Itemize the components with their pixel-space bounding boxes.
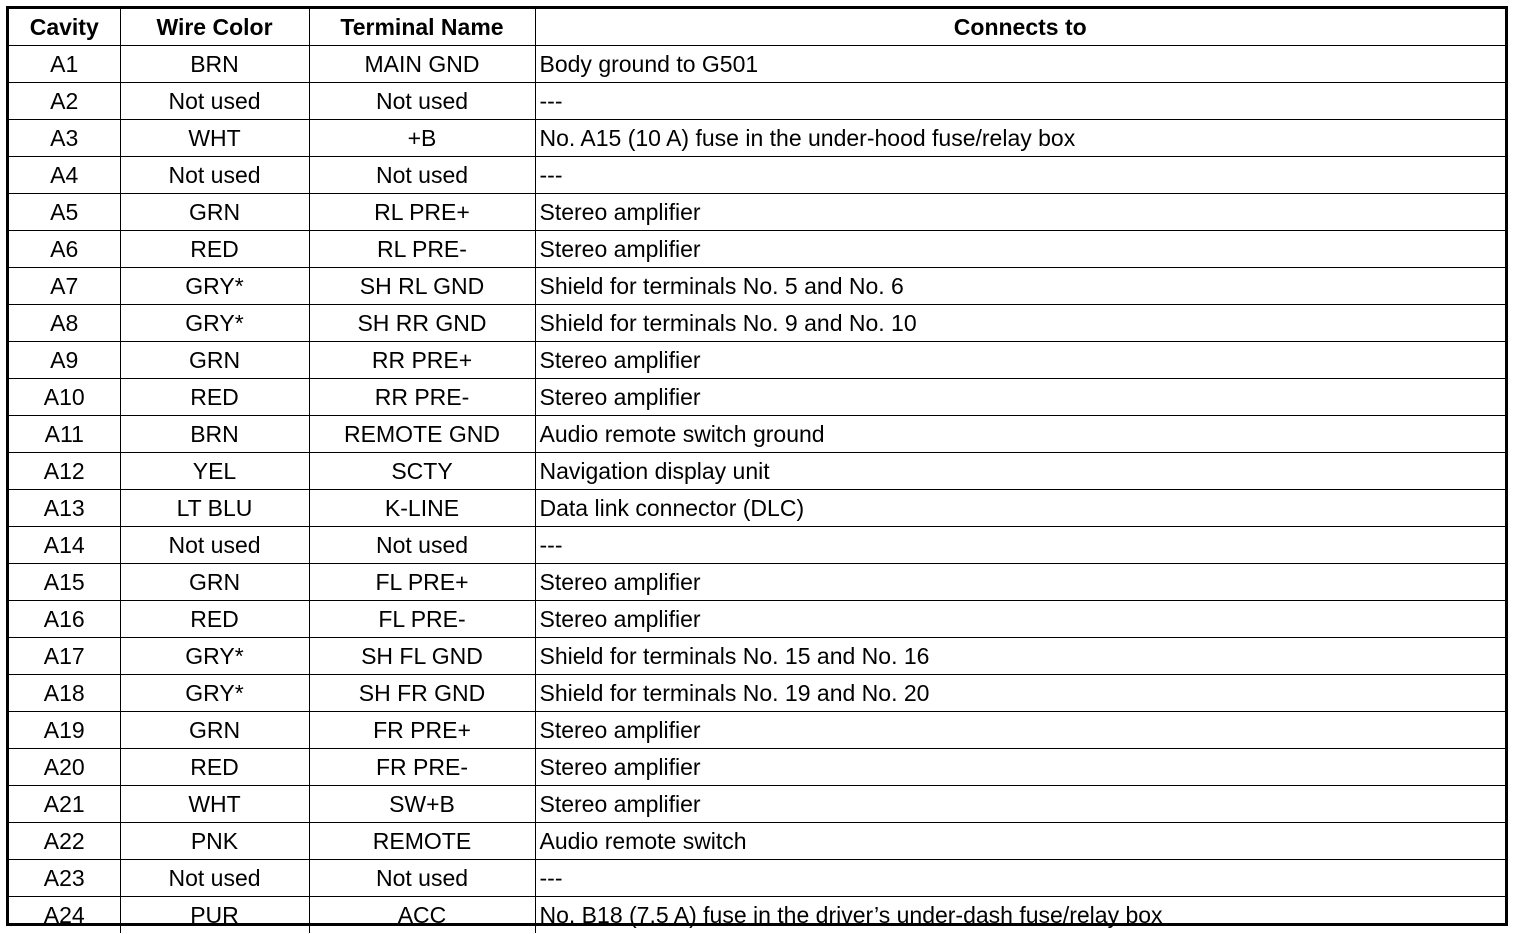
cell-cavity: A1: [9, 46, 120, 83]
cell-connects-to: Shield for terminals No. 5 and No. 6: [535, 268, 1505, 305]
cell-cavity: A6: [9, 231, 120, 268]
table-row: [9, 194, 1505, 231]
cell-cavity: A16: [9, 601, 120, 638]
cell-connects-to: No. A15 (10 A) fuse in the under-hood fuse/relay box: [535, 120, 1505, 157]
header-cavity: Cavity: [9, 9, 120, 46]
cell-wire-color: GRY*: [120, 268, 309, 305]
table-row: [9, 749, 1505, 786]
table-row: [9, 638, 1505, 675]
cell-terminal-name: FL PRE-: [309, 601, 535, 638]
cell-cavity: A10: [9, 379, 120, 416]
cell-cavity: A18: [9, 675, 120, 712]
cell-connects-to: Stereo amplifier: [535, 194, 1505, 231]
cell-wire-color: GRN: [120, 194, 309, 231]
table-row: [9, 416, 1505, 453]
cell-terminal-name: SH FR GND: [309, 675, 535, 712]
cell-terminal-name: REMOTE GND: [309, 416, 535, 453]
cell-connects-to: Stereo amplifier: [535, 379, 1505, 416]
table-row: [9, 601, 1505, 638]
cell-wire-color: GRY*: [120, 675, 309, 712]
table-row: [9, 83, 1505, 120]
cell-terminal-name: FR PRE+: [309, 712, 535, 749]
cell-terminal-name: Not used: [309, 860, 535, 897]
cell-wire-color: Not used: [120, 527, 309, 564]
cell-terminal-name: +B: [309, 120, 535, 157]
cell-wire-color: GRN: [120, 342, 309, 379]
cell-cavity: A19: [9, 712, 120, 749]
cell-cavity: A15: [9, 564, 120, 601]
table-row: [9, 675, 1505, 712]
header-row: [9, 9, 1505, 46]
cell-terminal-name: Not used: [309, 157, 535, 194]
cell-wire-color: Not used: [120, 860, 309, 897]
cell-wire-color: BRN: [120, 46, 309, 83]
cell-terminal-name: RR PRE+: [309, 342, 535, 379]
table-row: [9, 564, 1505, 601]
cell-connects-to: Navigation display unit: [535, 453, 1505, 490]
cell-cavity: A7: [9, 268, 120, 305]
cell-cavity: A13: [9, 490, 120, 527]
cell-terminal-name: REMOTE: [309, 823, 535, 860]
cell-connects-to: Shield for terminals No. 19 and No. 20: [535, 675, 1505, 712]
cell-terminal-name: ACC: [309, 897, 535, 934]
cell-terminal-name: FR PRE-: [309, 749, 535, 786]
cell-wire-color: Not used: [120, 83, 309, 120]
cell-cavity: A20: [9, 749, 120, 786]
cell-terminal-name: Not used: [309, 83, 535, 120]
cell-terminal-name: SCTY: [309, 453, 535, 490]
cell-wire-color: GRY*: [120, 305, 309, 342]
cell-wire-color: RED: [120, 749, 309, 786]
cell-cavity: A17: [9, 638, 120, 675]
connector-table-frame: [6, 6, 1508, 926]
cell-connects-to: Stereo amplifier: [535, 749, 1505, 786]
table-header: [9, 9, 1505, 46]
cell-terminal-name: RL PRE-: [309, 231, 535, 268]
cell-terminal-name: K-LINE: [309, 490, 535, 527]
table-row: [9, 823, 1505, 860]
table-row: [9, 527, 1505, 564]
cell-cavity: A9: [9, 342, 120, 379]
cell-terminal-name: Not used: [309, 527, 535, 564]
cell-cavity: A12: [9, 453, 120, 490]
cell-cavity: A5: [9, 194, 120, 231]
table-row: [9, 268, 1505, 305]
cell-cavity: A11: [9, 416, 120, 453]
cell-wire-color: GRY*: [120, 638, 309, 675]
cell-connects-to: Shield for terminals No. 15 and No. 16: [535, 638, 1505, 675]
cell-wire-color: PUR: [120, 897, 309, 934]
cell-cavity: A23: [9, 860, 120, 897]
table-row: [9, 305, 1505, 342]
cell-cavity: A22: [9, 823, 120, 860]
cell-wire-color: GRN: [120, 564, 309, 601]
cell-terminal-name: RL PRE+: [309, 194, 535, 231]
table-row: [9, 490, 1505, 527]
connector-pinout-table: [9, 9, 1505, 933]
cell-connects-to: Stereo amplifier: [535, 342, 1505, 379]
cell-connects-to: Body ground to G501: [535, 46, 1505, 83]
cell-connects-to: ---: [535, 157, 1505, 194]
table-row: [9, 46, 1505, 83]
table-row: [9, 120, 1505, 157]
cell-connects-to: No. B18 (7.5 A) fuse in the driver’s under-dash fuse/relay box: [535, 897, 1505, 934]
header-connects-to: Connects to: [535, 9, 1505, 46]
cell-wire-color: WHT: [120, 786, 309, 823]
cell-connects-to: Stereo amplifier: [535, 564, 1505, 601]
cell-connects-to: ---: [535, 83, 1505, 120]
cell-wire-color: Not used: [120, 157, 309, 194]
cell-cavity: A21: [9, 786, 120, 823]
cell-terminal-name: SH FL GND: [309, 638, 535, 675]
header-terminal-name: Terminal Name: [309, 9, 535, 46]
table-row: [9, 860, 1505, 897]
cell-wire-color: RED: [120, 231, 309, 268]
table-row: [9, 897, 1505, 934]
cell-connects-to: Stereo amplifier: [535, 786, 1505, 823]
cell-terminal-name: MAIN GND: [309, 46, 535, 83]
table-body: [9, 46, 1505, 934]
table-row: [9, 379, 1505, 416]
cell-terminal-name: RR PRE-: [309, 379, 535, 416]
cell-wire-color: LT BLU: [120, 490, 309, 527]
cell-connects-to: Stereo amplifier: [535, 601, 1505, 638]
cell-connects-to: Audio remote switch ground: [535, 416, 1505, 453]
cell-cavity: A2: [9, 83, 120, 120]
cell-wire-color: RED: [120, 379, 309, 416]
table-row: [9, 786, 1505, 823]
cell-connects-to: Shield for terminals No. 9 and No. 10: [535, 305, 1505, 342]
cell-terminal-name: FL PRE+: [309, 564, 535, 601]
cell-connects-to: ---: [535, 860, 1505, 897]
cell-terminal-name: SH RL GND: [309, 268, 535, 305]
table-row: [9, 342, 1505, 379]
table-row: [9, 157, 1505, 194]
cell-terminal-name: SW+B: [309, 786, 535, 823]
table-row: [9, 453, 1505, 490]
cell-cavity: A14: [9, 527, 120, 564]
cell-wire-color: RED: [120, 601, 309, 638]
table-row: [9, 231, 1505, 268]
table-row: [9, 712, 1505, 749]
cell-connects-to: Data link connector (DLC): [535, 490, 1505, 527]
cell-connects-to: Stereo amplifier: [535, 231, 1505, 268]
cell-cavity: A3: [9, 120, 120, 157]
cell-connects-to: ---: [535, 527, 1505, 564]
cell-cavity: A4: [9, 157, 120, 194]
cell-cavity: A8: [9, 305, 120, 342]
cell-wire-color: PNK: [120, 823, 309, 860]
cell-wire-color: GRN: [120, 712, 309, 749]
cell-terminal-name: SH RR GND: [309, 305, 535, 342]
header-wire-color: Wire Color: [120, 9, 309, 46]
cell-cavity: A24: [9, 897, 120, 934]
cell-wire-color: WHT: [120, 120, 309, 157]
cell-connects-to: Audio remote switch: [535, 823, 1505, 860]
cell-wire-color: YEL: [120, 453, 309, 490]
cell-connects-to: Stereo amplifier: [535, 712, 1505, 749]
cell-wire-color: BRN: [120, 416, 309, 453]
